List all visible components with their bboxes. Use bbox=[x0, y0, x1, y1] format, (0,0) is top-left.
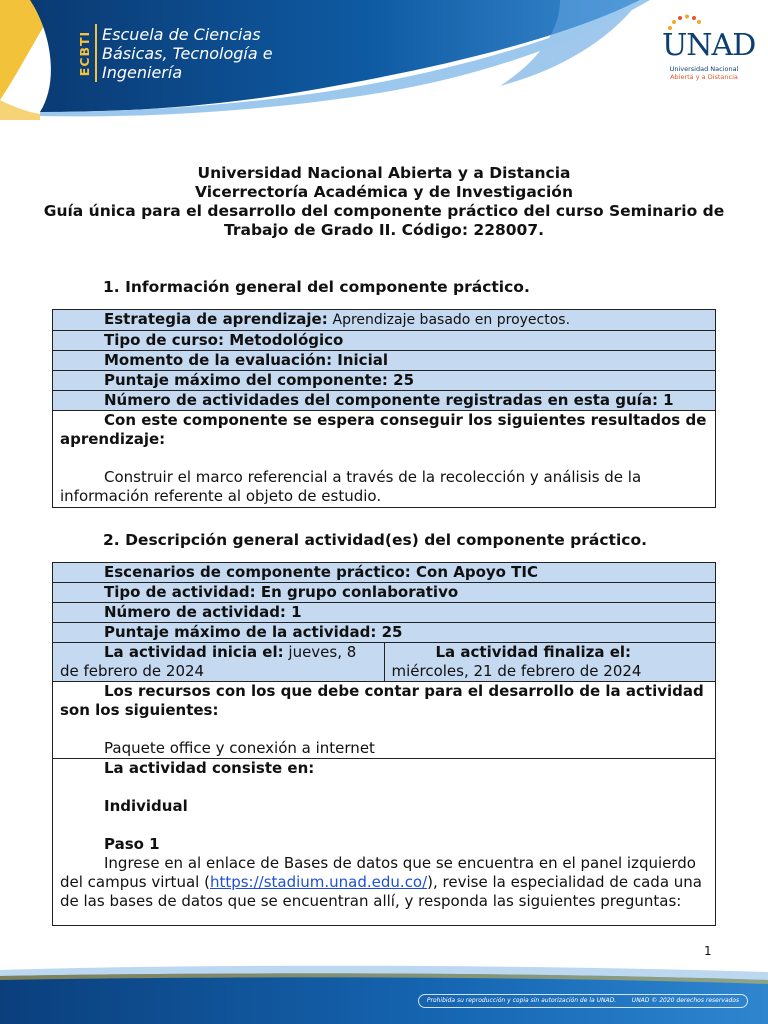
individual-label: Individual bbox=[104, 797, 188, 815]
resources-cell bbox=[53, 682, 715, 759]
notice-right: UNAD © 2020 derechos reservados bbox=[631, 997, 740, 1004]
section2-heading: 2. Descripción general actividad(es) del componente práctico. bbox=[103, 531, 647, 549]
page-number: 1 bbox=[704, 944, 712, 958]
strategy-label: Estrategia de aprendizaje: bbox=[104, 310, 328, 328]
general-info-table bbox=[52, 309, 716, 508]
activity-description-table bbox=[52, 562, 716, 926]
stadium-link[interactable]: https://stadium.unad.edu.co/ bbox=[209, 873, 428, 891]
end-label: La actividad finaliza el: bbox=[435, 643, 632, 661]
start-date-cell bbox=[53, 643, 385, 681]
step-text: Ingrese en al enlace de Bases de datos que se encuentra en el panel izquierdo del campus virtual (https://stadium.unad.edu.co/), revise la especialidad de cada una de las bases de datos que se encuentran allí, y responda las siguientes preguntas: bbox=[60, 854, 702, 910]
table-row: Escenarios de componente práctico: Con Apoyo TIC bbox=[53, 563, 715, 583]
activity-steps-cell bbox=[53, 759, 715, 911]
logo-subtitle: Universidad Nacional Abierta y a Distancia bbox=[669, 65, 739, 81]
section1-heading: 1. Información general del componente práctico. bbox=[103, 278, 530, 296]
resources-heading: Los recursos con los que debe contar para el desarrollo de la actividad son los siguientes: bbox=[60, 682, 704, 719]
unad-logo bbox=[662, 18, 756, 84]
end-value: miércoles, 21 de febrero de 2024 bbox=[391, 662, 642, 680]
table-row: Puntaje máximo del componente: 25 bbox=[53, 371, 715, 391]
document-title bbox=[40, 164, 728, 240]
outcomes-heading: Con este componente se espera conseguir los siguientes resultados de aprendizaje: bbox=[60, 411, 707, 448]
outcome-text: Construir el marco referencial a través de la recolección y análisis de la información referente al objeto de estudio. bbox=[60, 468, 642, 505]
title-line: Guía única para el desarrollo del componente práctico del curso Seminario de bbox=[43, 202, 725, 220]
school-name bbox=[102, 25, 273, 82]
table-row: Número de actividad: 1 bbox=[53, 603, 715, 623]
ecbti-vertical-label: ECBTI bbox=[77, 30, 93, 76]
footer-wave-graphic bbox=[0, 962, 768, 1024]
copyright-notice bbox=[418, 994, 748, 1008]
step-label: Paso 1 bbox=[104, 835, 160, 853]
strategy-value: Aprendizaje basado en proyectos. bbox=[332, 312, 571, 328]
consists-heading: La actividad consiste en: bbox=[104, 759, 315, 777]
table-row: Tipo de curso: Metodológico bbox=[53, 331, 715, 351]
table-row: Número de actividades del componente registradas en esta guía: 1 bbox=[53, 391, 715, 411]
school-name-line: Ingeniería bbox=[102, 63, 183, 82]
school-name-line: Escuela de Ciencias bbox=[102, 25, 261, 44]
title-line: Trabajo de Grado II. Código: 228007. bbox=[223, 221, 545, 239]
table-row: Puntaje máximo de la actividad: 25 bbox=[53, 623, 715, 643]
title-line: Vicerrectoría Académica y de Investigación bbox=[195, 183, 573, 201]
ecbti-divider bbox=[95, 24, 97, 82]
logo-wordmark: UNAD bbox=[662, 28, 756, 63]
learning-outcomes-cell bbox=[53, 411, 715, 507]
end-date-cell bbox=[385, 643, 716, 681]
notice-left: Prohibida su reproducción y copia sin autorización de la UNAD. bbox=[426, 997, 617, 1004]
table-row: Momento de la evaluación: Inicial bbox=[53, 351, 715, 371]
start-label: La actividad inicia el: bbox=[104, 643, 284, 661]
resources-value: Paquete office y conexión a internet bbox=[104, 739, 375, 757]
school-name-line: Básicas, Tecnología e bbox=[102, 44, 273, 63]
start-value: jueves, 8 de febrero de 2024 bbox=[60, 643, 357, 680]
footer-banner bbox=[0, 962, 768, 1024]
table-row bbox=[53, 310, 715, 331]
title-line: Universidad Nacional Abierta y a Distancia bbox=[197, 164, 571, 182]
table-row: Tipo de actividad: En grupo conlaborativo bbox=[53, 583, 715, 603]
header-banner bbox=[0, 0, 768, 120]
dates-row bbox=[53, 643, 715, 682]
